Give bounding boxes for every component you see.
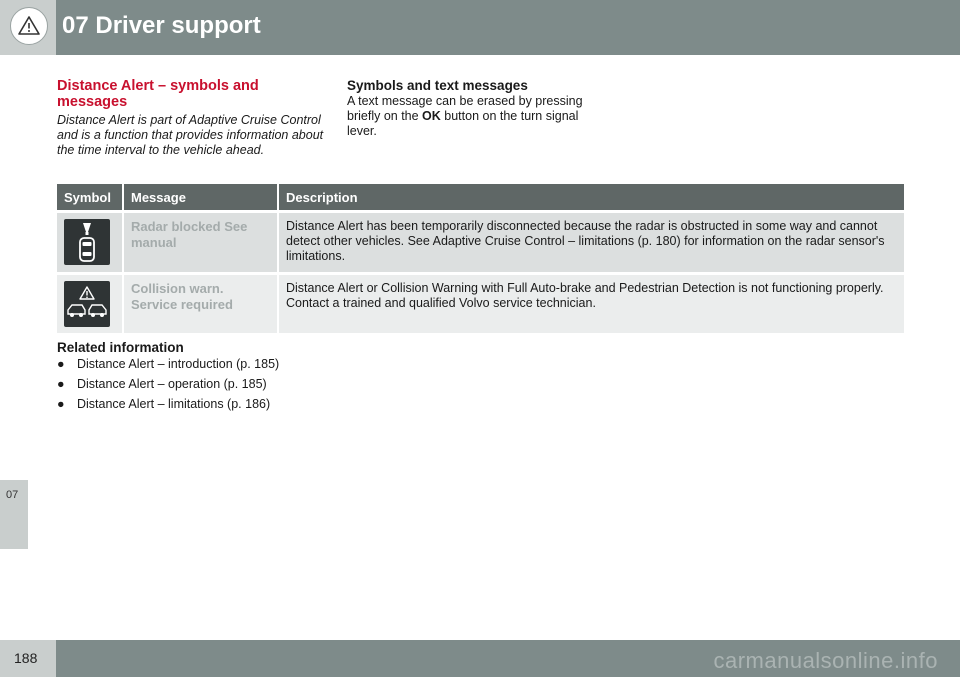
related-information bbox=[57, 340, 457, 417]
message-text: Collision warn. Service required bbox=[131, 281, 233, 312]
radar-blocked-icon bbox=[64, 219, 110, 265]
description-cell: Distance Alert or Collision Warning with Full Auto-brake and Pedestrian Detection is not functioning properly. Contact a trained and qualified Volvo service technician. bbox=[278, 274, 904, 334]
symbol-cell bbox=[57, 274, 123, 334]
description-cell: Distance Alert has been temporarily disconnected because the radar is obstructed in some way and cannot detect other vehicles. See Adaptive Cruise Control – limitations (p. 180) for information on the radar sensor's limitations. bbox=[278, 212, 904, 274]
section-title: Distance Alert – symbols and messages bbox=[57, 78, 259, 110]
list-item[interactable] bbox=[57, 357, 457, 372]
message-text: Radar blocked See manual bbox=[131, 219, 248, 250]
list-item[interactable] bbox=[57, 377, 457, 392]
chapter-title: 07 Driver support bbox=[62, 12, 261, 39]
related-link[interactable]: Distance Alert – operation (p. 185) bbox=[77, 377, 267, 391]
header-bar bbox=[0, 0, 960, 55]
chapter-side-tab bbox=[0, 480, 28, 549]
ok-label: OK bbox=[422, 109, 441, 123]
page-number: 188 bbox=[14, 650, 38, 666]
header-tab bbox=[0, 0, 56, 55]
header-description: Description bbox=[278, 184, 904, 212]
message-cell bbox=[123, 212, 278, 274]
related-list bbox=[57, 357, 457, 412]
bullet-icon: ● bbox=[57, 397, 65, 411]
symbols-table bbox=[57, 184, 904, 333]
symbol-cell bbox=[57, 212, 123, 274]
related-link[interactable]: Distance Alert – limitations (p. 186) bbox=[77, 397, 271, 411]
intro-column bbox=[57, 78, 325, 158]
table-row bbox=[57, 274, 904, 334]
related-link[interactable]: Distance Alert – introduction (p. 185) bbox=[77, 357, 280, 371]
symbols-body-after: button on the turn signal lever. bbox=[347, 109, 579, 138]
chapter-side-tab-label: 07 bbox=[6, 489, 19, 501]
symbols-body bbox=[347, 94, 602, 139]
bullet-icon: ● bbox=[57, 357, 65, 371]
symbols-text-column bbox=[347, 78, 602, 139]
symbols-subtitle: Symbols and text messages bbox=[347, 78, 528, 93]
collision-warning-icon bbox=[64, 281, 110, 327]
table-header-row bbox=[57, 184, 904, 212]
related-title: Related information bbox=[57, 340, 184, 355]
message-cell bbox=[123, 274, 278, 334]
list-item[interactable] bbox=[57, 397, 457, 412]
table-row bbox=[57, 212, 904, 274]
header-message: Message bbox=[123, 184, 278, 212]
header-symbol: Symbol bbox=[57, 184, 123, 212]
symbols-body-before: A text message can be erased by pressing briefly on the bbox=[347, 94, 583, 123]
section-intro: Distance Alert is part of Adaptive Cruise Control and is a function that provides information about the time interval to the vehicle ahead. bbox=[57, 113, 324, 157]
warning-triangle-icon bbox=[10, 7, 48, 45]
footer-bar bbox=[0, 640, 960, 677]
watermark: carmanualsonline.info bbox=[713, 648, 938, 673]
footer-tab bbox=[0, 640, 56, 677]
bullet-icon: ● bbox=[57, 377, 65, 391]
